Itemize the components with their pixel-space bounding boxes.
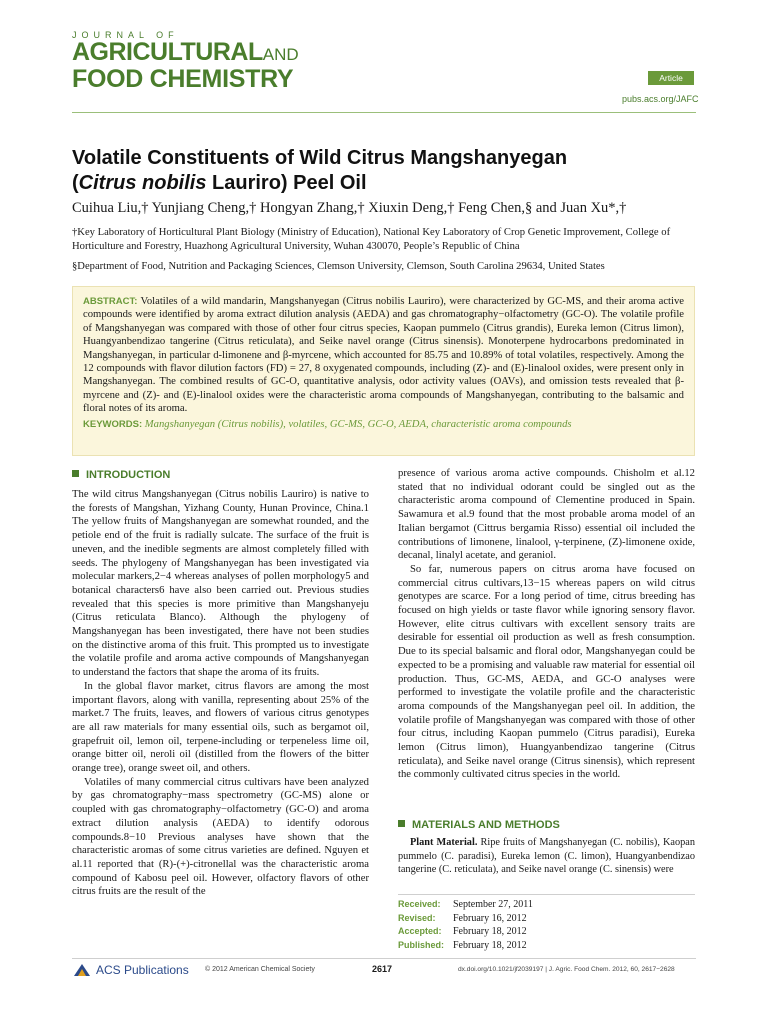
author-list: Cuihua Liu,† Yunjiang Cheng,† Hongyan Zhang,† Xiuxin Deng,† Feng Chen,§ and Juan Xu*,† bbox=[72, 200, 627, 216]
copyright-notice: © 2012 American Chemical Society bbox=[205, 966, 315, 973]
plant-material-label: Plant Material. bbox=[410, 837, 478, 848]
paragraph: Volatiles of many commercial citrus cultivars have been analyzed by gas chromatography−mass spectrometry (GC-MS) alone or coupled with gas chromatography−olfactometry (GC-O) and aroma extract dilution analysis (AEDA) to identify odorous compounds.8−10 Previous analyses have shown that the characteristic aromas of some citrus varieties are defined. Nguyen et al.11 reported that (R)-(+)-citronellal was the characteristic aroma compound of Kabosu peel oil. However, olfactory flavors of other citrus fruits are the result of the bbox=[72, 776, 369, 898]
section-square-icon bbox=[72, 470, 79, 477]
intro-heading: INTRODUCTION bbox=[72, 469, 170, 481]
title-line-1: Volatile Constituents of Wild Citrus Mangshanyegan bbox=[72, 147, 568, 169]
date-row: Revised: February 16, 2012 bbox=[398, 912, 527, 924]
affiliation-1: †Key Laboratory of Horticultural Plant Biology (Ministry of Education), National Key Laboratory of Crop Genetic Improvement, College of Horticulture and Forestry, Huazhong Agricultural University, Wuhan 430070, People’s Republic of China bbox=[72, 227, 671, 252]
article-type-badge: Article bbox=[648, 71, 694, 85]
paragraph: In the global flavor market, citrus flavors are among the most important flavors, along with vanilla, representing about 25% of the market.7 The fruits, leaves, and flowers of various citrus genotypes are all raw materials for many essential oils, such as bergamot oil, grapefruit oil, lemon oil, terpene-including or terpeneless lime oil, orange bitter oil, neroli oil (distilled from the flowers of the bitter orange tree), orange sweet oil, and others. bbox=[72, 680, 369, 775]
title-line-2: (Citrus nobilis Lauriro) Peel Oil bbox=[72, 172, 367, 194]
journal-name-line1: AGRICULTURAL bbox=[72, 38, 263, 66]
abstract-box bbox=[72, 286, 695, 456]
left-column bbox=[72, 488, 369, 899]
journal-name-and: AND bbox=[262, 45, 299, 64]
date-row: Received: September 27, 2011 bbox=[398, 899, 533, 910]
journal-name-line2: FOOD CHEMISTRY bbox=[72, 65, 294, 93]
paragraph: So far, numerous papers on citrus aroma have focused on commercial citrus cultivars,13−15 whereas papers on wild citrus genotypes are scarce. For a long period of time, citrus breeding has focused on high yields or taste flavor while ignoring sensory flavor. However, elite citrus cultivars with excellent sensory traits are desirable for essential oil production as well as fresh consumption. Due to its special balsamic and floral odor, Mangshanyegan could be expected to be a promising and valuable raw material for essential oil production. Thus, GC-MS, AEDA, and GC-O analyses were performed to investigate the volatile profile and the characteristic aroma compounds of the Mangshanyegan peel oil. In addition, the volatile profile of Mangshanyegan was compared with those of other four citrus, including Kaopan pummelo (Citrus paradisi), Eureka lemon (Citrus limon), Huangyanbendizao tangerine (Citrus reticulata), and Seike navel orange (Citrus sinensis), which represent the commonly cultivated citrus species in the world. bbox=[398, 563, 695, 781]
acs-logo-icon bbox=[72, 962, 92, 978]
plant-material-text: Ripe fruits of Mangshanyegan (C. nobilis), Kaopan pummelo (C. paradisi), Eureka lemon (C. limon), Huangyanbendizao tangerine (C. reticulata), and Seike navel orange (C. sinensis) were bbox=[398, 837, 695, 876]
date-row: Accepted: February 18, 2012 bbox=[398, 926, 527, 938]
affiliation-2: §Department of Food, Nutrition and Packaging Sciences, Clemson University, Clemson, South Carolina 29634, United States bbox=[72, 261, 605, 272]
abstract-text: Volatiles of a wild mandarin, Mangshanyegan (Citrus nobilis Lauriro), were characterized by GC-MS, and their aroma active compounds were identified by aroma extract dilution analysis (AEDA) and gas chromatography−olfactometry (GC-O). The volatile profile of Mangshanyegan was compared with those of other four citrus species, Kaopan pummelo (Citrus grandis), Eureka lemon (Citrus limon), Huangyanbendizao tangerine (Citrus reticulata), and Seike navel orange (Citrus sinensis). Monoterpene hydrocarbons predominated in Mangshanyegan, in particular d-limonene and β-myrcene, which accounted for 85.75 and 10.89% of total volatiles, respectively. Among the 12 compounds with flavor dilution factors (FD) = 27, 8 oxygenated compounds, including (Z)- and (E)-linalool oxides, were present only in Mangshanyegan. The combined results of GC-O, quantitative analysis, odor activity values (OAVs), and omission tests revealed that β-myrcene and (Z)- and (E)-linalool oxides were the characteristic aroma compounds of Mangshanyegan, contributing to the balsamic and floral notes of its aroma. bbox=[83, 296, 684, 415]
section-square-icon bbox=[398, 820, 405, 827]
article-dates bbox=[398, 894, 695, 953]
doi-citation[interactable]: dx.doi.org/10.1021/jf2039197 | J. Agric. Food Chem. 2012, 60, 2617−2628 bbox=[458, 966, 675, 973]
plant-material-paragraph bbox=[398, 836, 695, 877]
publisher-name: ACS Publications bbox=[96, 963, 189, 977]
title-species: Citrus nobilis bbox=[78, 172, 207, 194]
paragraph: presence of various aroma active compounds. Chisholm et al.12 stated that no individual odorant could be singled out as the characteristic aroma compound of Clementine produced in Spain. Sawamura et al.9 found that the most probable aroma model of an Italian bergamot (Cittrus bergamia Risso) essential oil included the contributions of limonene, linalool, γ-terpinene, (Z)-limonene oxide, decanal, linalyl acetate, and geraniol. bbox=[398, 468, 695, 562]
header-divider bbox=[72, 112, 696, 113]
journal-name-top: JOURNAL OF bbox=[72, 30, 179, 40]
footer-divider bbox=[72, 958, 696, 959]
page-number: 2617 bbox=[372, 964, 393, 974]
paragraph: The wild citrus Mangshanyegan (Citrus nobilis Lauriro) is native to the forests of Mangshan, Yizhang County, Hunan Province, China.1 The yellow fruits of Mangshanyegan are somewhat rounded, and the petiole end of the fruit is radially sulcate. The surface of the fruit is uneven, and the inedible segments are almost completely filled with seeds. The phylogeny of Mangshanyegan has been investigated via molecular markers,2−4 whereas analyses of pollen morphology5 and botanical characters6 have also been carried out. Previous studies revealed that this species is more primitive than Mangshanyeju (Citrus reticulata Blanco). Although the phylogeny of Mangshanyegan has been investigated, there have not been studies on the distinctive aroma of this fruit. This prompted us to investigate the volatile profile and aroma active compounds of Mangshanyegan to understand the factors that shape the aroma of its fruits. bbox=[72, 489, 369, 679]
journal-logo bbox=[72, 40, 299, 91]
article-title bbox=[72, 146, 632, 196]
date-row: Published: February 18, 2012 bbox=[398, 940, 527, 952]
right-column bbox=[398, 467, 695, 782]
abstract-label: ABSTRACT: bbox=[83, 296, 138, 307]
journal-url[interactable]: pubs.acs.org/JAFC bbox=[622, 94, 699, 104]
materials-methods-heading: MATERIALS AND METHODS bbox=[398, 819, 560, 831]
keywords-text: Mangshanyegan (Citrus nobilis), volatiles, GC-MS, GC-O, AEDA, characteristic aroma compounds bbox=[144, 418, 572, 430]
keywords-label: KEYWORDS: bbox=[83, 418, 143, 430]
